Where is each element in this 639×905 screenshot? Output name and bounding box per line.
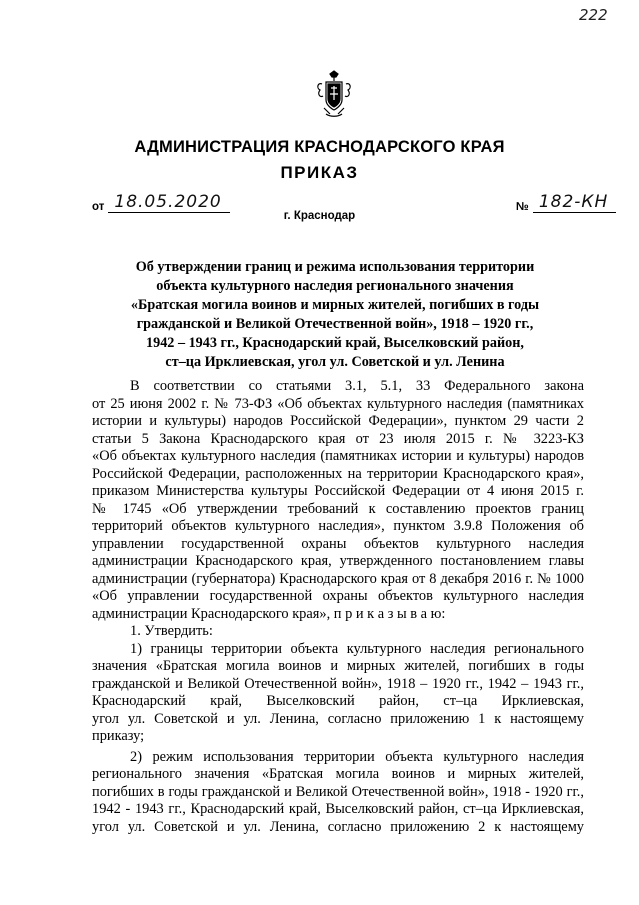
body-line: администрации (губернатора) Краснодарского края от 8 декабря 2016 г. № 1000 xyxy=(92,570,584,587)
body-line: 1. Утвердить: xyxy=(130,623,213,639)
document-type-title: ПРИКАЗ xyxy=(280,163,359,182)
body-line: от 25 июня 2002 г. № 73-ФЗ «Об объектах культурного наследия (памятниках xyxy=(92,395,584,412)
heading-line: 1942 – 1943 гг., Краснодарский край, Выселковский район, xyxy=(146,335,524,351)
body-line: 2) режим использования территории объекта культурного наследия xyxy=(130,748,584,765)
body-line: приказу; xyxy=(92,728,145,744)
body-line: гражданской и Великой Отечественной войн», 1918 – 1920 гг., 1942 – 1943 гг., xyxy=(92,675,584,692)
body-line: Российской Федерации, расположенных на территории Краснодарского края», xyxy=(92,465,584,482)
date-label: от xyxy=(92,201,105,213)
paragraph-item-1 xyxy=(92,641,584,746)
body-line: В соответствии со статьями 3.1, 5.1, 33 Федерального закона xyxy=(130,378,584,394)
document-body xyxy=(92,378,584,836)
page-number: 222 xyxy=(579,6,608,24)
body-line: статьи 5 Закона Краснодарского края от 23 июля 2015 г. № 3223-КЗ xyxy=(92,430,584,447)
body-line: 1942 - 1943 гг., Краснодарский край, Выселковский район, ст–ца Ирклиевская, xyxy=(92,801,584,817)
body-line: «Об объектах культурного наследия (памятниках истории и культуры) народов xyxy=(92,448,584,464)
body-line: территорий объектов культурного наследия», пунктом 3.9.8 Положения об xyxy=(92,518,584,534)
body-line: Краснодарский край, Выселковский район, ст–ца Ирклиевская, xyxy=(92,693,584,709)
body-line: угол ул. Советской и ул. Ленина, согласно приложению 2 к настоящему xyxy=(92,818,584,835)
paragraph-legal-basis xyxy=(92,378,584,623)
body-line: администрации Краснодарского края», п р и к а з ы в а ю: xyxy=(92,605,446,622)
body-line: № 1745 «Об утверждении требований к составлению проектов границ xyxy=(92,500,584,517)
heading-line: «Братская могила воинов и мирных жителей, погибших в годы xyxy=(130,297,540,313)
body-line: значения «Братская могила воинов и мирных жителей, погибших в годы xyxy=(92,658,584,674)
handwritten-date: 18.05.2020 xyxy=(108,193,229,213)
body-line: регионального значения «Братская могила воинов и мирных жителей, xyxy=(92,766,584,782)
body-line: угол ул. Советской и ул. Ленина, согласно приложению 1 к настоящему xyxy=(92,710,584,727)
body-line: приказом Министерства культуры Российской Федерации от 4 июня 2015 г. xyxy=(92,483,584,499)
heading-line: ст–ца Ирклиевская, угол ул. Советской и ул. Ленина xyxy=(165,354,505,370)
body-line: «Об управлении государственной охраны объектов культурного наследия xyxy=(92,588,584,604)
coat-of-arms-emblem xyxy=(314,70,354,118)
body-line: истории и культуры) народов Российской Федерации», пунктом 29 части 2 xyxy=(92,413,584,429)
heading-line: Об утверждении границ и режима использования территории xyxy=(135,259,535,275)
paragraph-approve xyxy=(92,623,584,641)
body-line: управлении государственной охраны объектов культурного наследия xyxy=(92,535,584,552)
handwritten-order-number: 182-КН xyxy=(533,193,616,213)
administration-title: АДМИНИСТРАЦИЯ КРАСНОДАРСКОГО КРАЯ xyxy=(134,138,505,156)
heading-line: объекта культурного наследия регионального значения xyxy=(156,278,514,294)
city-line: г. Краснодар xyxy=(283,210,356,222)
body-line: погибших в годы гражданской и Великой Отечественной войн», 1918 - 1920 гг., xyxy=(92,783,584,800)
number-label: № xyxy=(516,201,529,213)
heading-line: гражданской и Великой Отечественной войн», 1918 – 1920 гг., xyxy=(136,316,534,332)
document-heading xyxy=(110,258,560,372)
body-line: администрации Краснодарского края, утвержденного постановлением главы xyxy=(92,553,584,569)
body-line: 1) границы территории объекта культурного наследия регионального xyxy=(130,640,584,657)
paragraph-item-2 xyxy=(92,749,584,837)
